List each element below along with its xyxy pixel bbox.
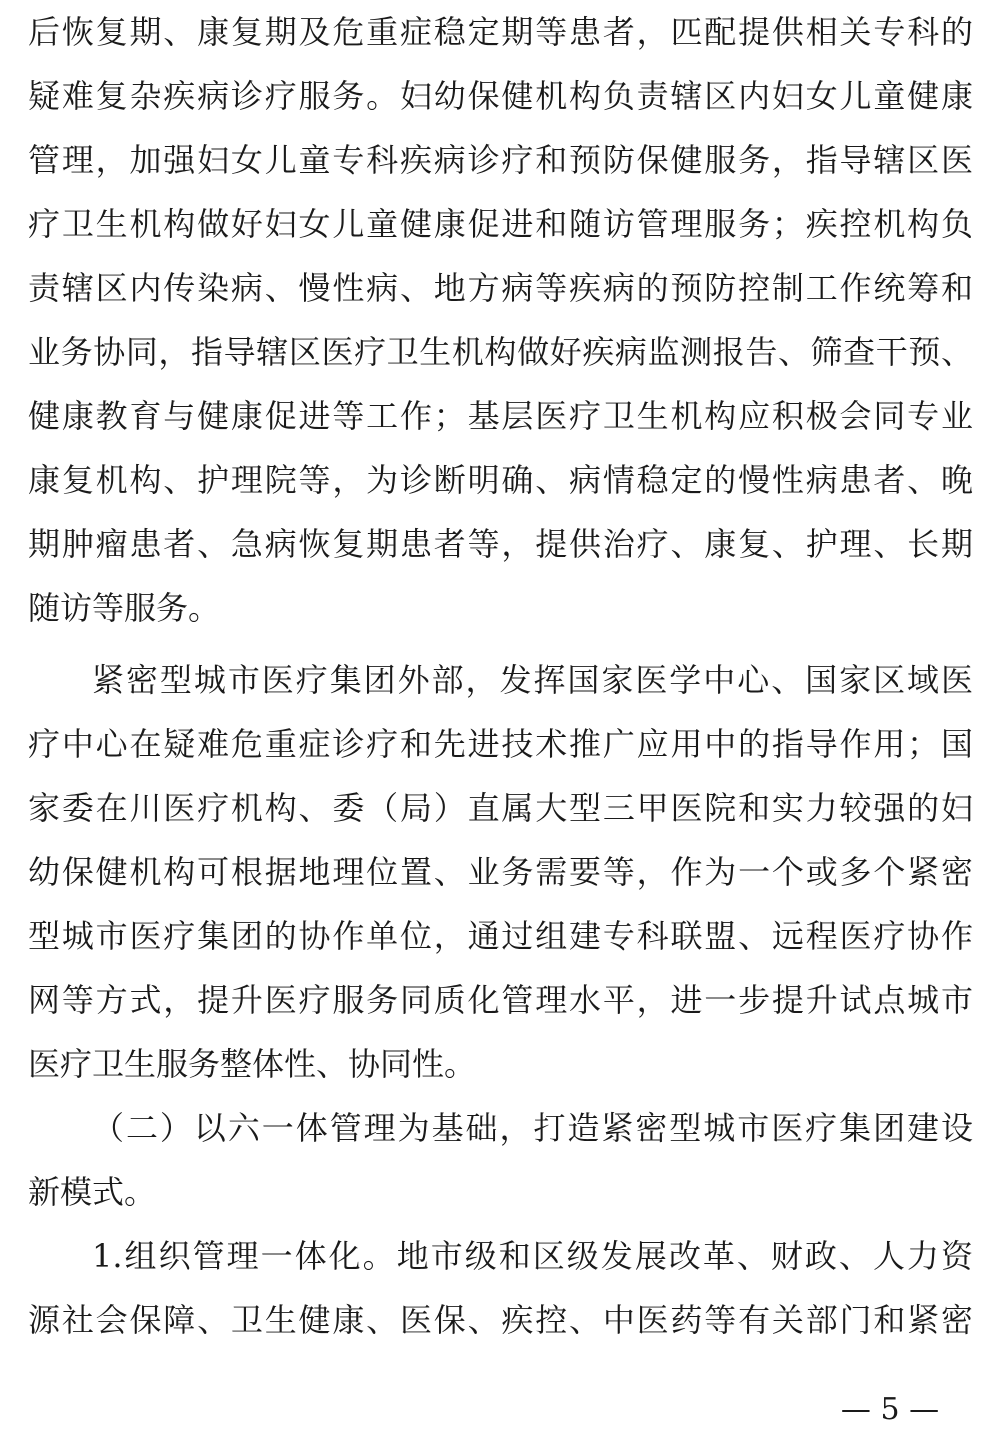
text-line: 疗中心在疑难危重症诊疗和先进技术推广应用中的指导作用；国 xyxy=(28,725,973,763)
text-line: 康复机构、护理院等，为诊断明确、病情稳定的慢性病患者、晚 xyxy=(28,461,973,499)
text-line: 家委在川医疗机构、委（局）直属大型三甲医院和实力较强的妇 xyxy=(28,789,973,827)
page-number: — 5 — xyxy=(840,1392,940,1427)
text-line: 疗卫生机构做好妇女儿童健康促进和随访管理服务；疾控机构负 xyxy=(28,205,973,243)
numbered-item-first-line: 1.组织管理一体化。地市级和区级发展改革、财政、人力资 xyxy=(92,1237,973,1275)
text-line: 健康教育与健康促进等工作；基层医疗卫生机构应积极会同专业 xyxy=(28,397,973,435)
text-line: 型城市医疗集团的协作单位，通过组建专科联盟、远程医疗协作 xyxy=(28,917,973,955)
text-line: 后恢复期、康复期及危重症稳定期等患者，匹配提供相关专科的 xyxy=(28,13,973,51)
paragraph-first-line: 紧密型城市医疗集团外部，发挥国家医学中心、国家区域医 xyxy=(92,661,973,699)
text-line: 管理，加强妇女儿童专科疾病诊疗和预防保健服务，指导辖区医 xyxy=(28,141,973,179)
text-line: 期肿瘤患者、急病恢复期患者等，提供治疗、康复、护理、长期 xyxy=(28,525,973,563)
section-heading-continued: 新模式。 xyxy=(28,1173,157,1211)
text-line: 医疗卫生服务整体性、协同性。 xyxy=(28,1045,477,1083)
text-line: 责辖区内传染病、慢性病、地方病等疾病的预防控制工作统筹和 xyxy=(28,269,973,307)
text-line: 随访等服务。 xyxy=(28,589,221,627)
text-line: 网等方式，提升医疗服务同质化管理水平，进一步提升试点城市 xyxy=(28,981,973,1019)
section-heading: （二）以六一体管理为基础，打造紧密型城市医疗集团建设 xyxy=(92,1109,973,1147)
text-line: 幼保健机构可根据地理位置、业务需要等，作为一个或多个紧密 xyxy=(28,853,973,891)
text-line: 源社会保障、卫生健康、医保、疾控、中医药等有关部门和紧密 xyxy=(28,1301,973,1339)
text-line: 疑难复杂疾病诊疗服务。妇幼保健机构负责辖区内妇女儿童健康 xyxy=(28,77,973,115)
text-line: 业务协同，指导辖区医疗卫生机构做好疾病监测报告、筛查干预、 xyxy=(28,333,973,371)
